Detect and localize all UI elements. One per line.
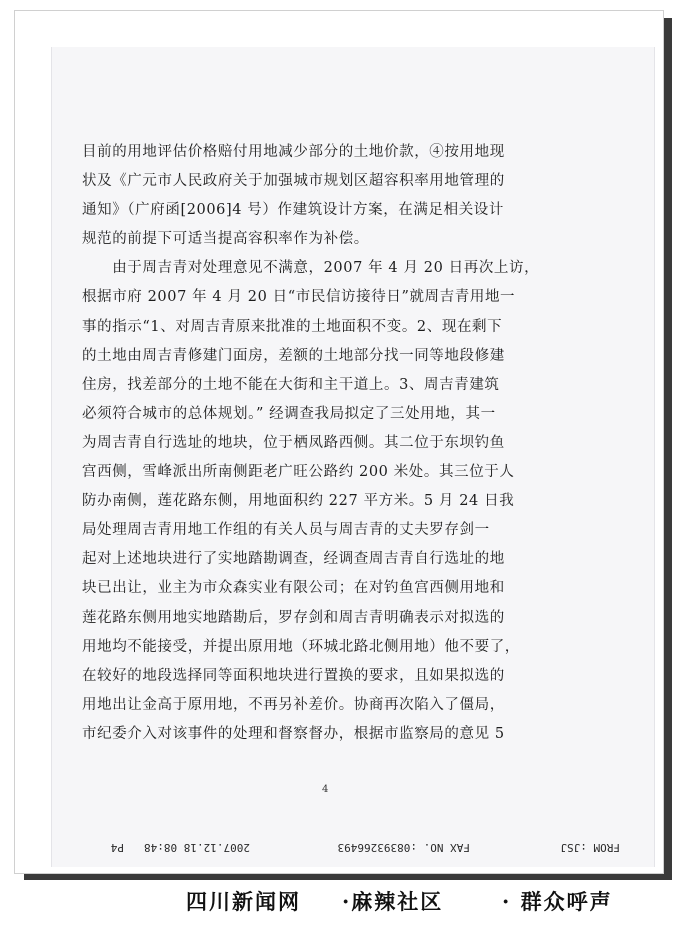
watermark-site: 四川新闻网: [186, 889, 301, 914]
document-body: [82, 138, 572, 749]
fax-from: FROM :JSJ: [560, 841, 620, 854]
text-line: 状及《广元市人民政府关于加强城市规划区超容积率用地管理的: [82, 173, 505, 190]
text-line: 起对上述地块进行了实地踏勘调查，经调查周吉青自行选址的地: [82, 551, 505, 568]
watermark-column: · 群众呼声: [502, 889, 613, 914]
text-line: 用地均不能接受，并提出原用地（环城北路北侧用地）他不要了，: [82, 638, 520, 655]
text-line: 目前的用地评估价格赔付用地减少部分的土地价款，④按用地现: [82, 144, 505, 160]
text-line: 市纪委介入对该事件的处理和督察督办，根据市监察局的意见 5: [82, 725, 505, 742]
fax-datetime: 2007.12.18 08:48: [144, 841, 250, 854]
text-line: 局处理周吉青用地工作组的有关人员与周吉青的丈夫罗存剑一: [82, 522, 490, 539]
text-line: 根据市府 2007 年 4 月 20 日“市民信访接待日”就周吉青用地一: [82, 289, 516, 306]
text-line: 通知》（广府函[2006]4 号）作建筑设计方案，在满足相关设计: [82, 202, 504, 219]
fax-number: FAX NO. :08393266493: [337, 841, 470, 854]
text-line: 在较好的地段选择同等面积地块进行置换的要求，且如果拟选的: [82, 667, 505, 684]
text-line: 由于周吉青对处理意见不满意，2007 年 4 月 20 日再次上访，: [82, 260, 540, 277]
text-line: 住房，找差部分的土地不能在大街和主干道上。3、周吉青建筑: [82, 376, 500, 393]
text-line: 宫西侧，雪峰派出所南侧距老广旺公路约 200 米处。其三位于人: [82, 464, 515, 481]
text-line: 必须符合城市的总体规划。” 经调查我局拟定了三处用地，其一: [82, 405, 496, 422]
text-line: 事的指示“1、对周吉青原来批准的土地面积不变。2、现在剩下: [82, 318, 503, 335]
page-number: 4: [322, 784, 329, 795]
text-line: 莲花路东侧用地实地踏勘后，罗存剑和周吉青明确表示对拟选的: [82, 609, 505, 626]
text-line: 为周吉青自行选址的地块，位于栖凤路西侧。其二位于东坝钓鱼: [82, 434, 505, 451]
watermark-community: ·麻辣社区: [342, 889, 444, 914]
site-watermark: [120, 886, 660, 918]
text-line: 的土地由周吉青修建门面房，差额的土地部分找一同等地段修建: [82, 347, 505, 364]
text-line: 块已出让，业主为市众森实业有限公司；在对钓鱼宫西侧用地和: [82, 580, 505, 597]
fax-header: [100, 840, 620, 854]
text-line: 规范的前提下可适当提高容积率作为补偿。: [82, 231, 369, 248]
text-line: 防办南侧，莲花路东侧，用地面积约 227 平方米。5 月 24 日我: [82, 493, 515, 510]
fax-page: P4: [110, 841, 124, 854]
text-line: 用地出让金高于原用地，不再另补差价。协商再次陷入了僵局，: [82, 696, 505, 713]
